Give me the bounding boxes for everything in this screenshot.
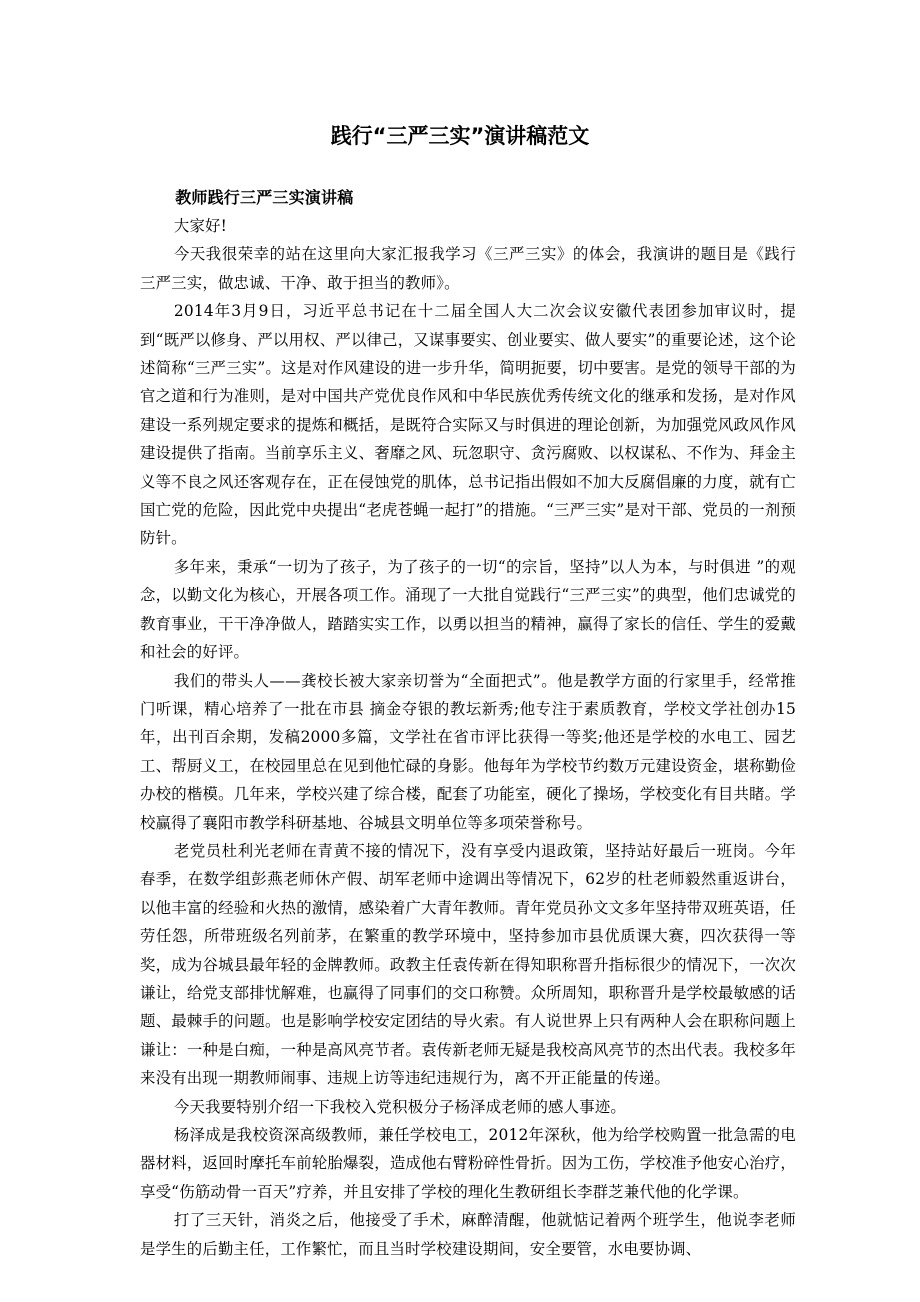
paragraph-background: 2014年3月9日，习近平总书记在十二届全国人大二次会议安徽代表团参加审议时，提到“既严以修身、严以用权、严以律己，又谋事要实、创业要实、做人要实”的重要论述，这个论述简称“三严三实”。这是对作风建设的进一步升华，简明扼要，切中要害。是党的领导干部的为官之道和行为准则，是对中国共产党优良作风和中华民族优秀传统文化的继承和发扬，是对作风建设一系列规定要求的提炼和概括，是既符合实际又与时俱进的理论创新，为加强党风政风作风建设提供了指南。当前享乐主义、奢靡之风、玩忽职守、贪污腐败、以权谋私、不作为、拜金主义等不良之风还客观存在，正在侵蚀党的肌体，总书记指出假如不加大反腐倡廉的力度，就有亡国亡党的危险，因此党中央提出“老虎苍蝇一起打”的措施。“三严三实”是对干部、党员的一剂预防针。 xyxy=(140,302,796,548)
document-subtitle: 教师践行三严三实演讲稿 xyxy=(175,188,354,207)
paragraph-teachers: 老党员杜利光老师在青黄不接的情况下，没有享受内退政策，坚持站好最后一班岗。今年春季，在数学组彭燕老师休产假、胡军老师中途调出等情况下，62岁的杜老师毅然重返讲台，以他丰富的经验和火热的激情，感染着广大青年教师。青年党员孙文文多年坚持带双班英语，任劳任怨，所带班级名列前茅，在繁重的教学环境中，坚持参加市县优质课大赛，四次获得一等奖，成为谷城县最年轻的金牌教师。政教主任袁传新在得知职称晋升指标很少的情况下，一次次谦让，给党支部排忧解难，也赢得了同事们的交口称赞。众所周知，职称晋升是学校最敏感的话题、最棘手的问题。也是影响学校安定团结的导火索。有人说世界上只有两种人会在职称问题上谦让：一种是白痴，一种是高风亮节者。袁传新老师无疑是我校高风亮节的杰出代表。我校多年来没有出现一期教师闹事、违规上访等违纪违规行为，离不开正能量的传递。 xyxy=(140,841,796,1088)
document-body xyxy=(140,184,796,1263)
paragraph-intro: 今天我很荣幸的站在这里向大家汇报我学习《三严三实》的体会，我演讲的题目是《践行三严三实，做忠诚、干净、敢于担当的教师》。 xyxy=(140,245,796,292)
paragraph-principal: 我们的带头人——龚校长被大家亲切誉为“全面把式”。他是教学方面的行家里手，经常推门听课，精心培养了一批在市县 摘金夺银的教坛新秀;他专注于素质教育，学校文学社创办15年，出刊百余期，发稿2000多篇，文学社在省市评比获得一等奖;他还是学校的水电工、园艺工、帮厨义工，在校园里总在见到他忙碌的身影。他每年为学校节约数万元建设资金，堪称勤俭办校的楷模。几年来，学校兴建了综合楼，配套了功能室，硬化了操场，学校变化有目共睹。学校赢得了襄阳市教学科研基地、谷城县文明单位等多项荣誉称号。 xyxy=(140,671,796,832)
paragraph-greeting: 大家好! xyxy=(173,217,228,235)
document-title: 践行“三严三实”演讲稿范文 xyxy=(330,124,590,148)
paragraph-school-tradition: 多年来，秉承“一切为了孩子，为了孩子的一切“的宗旨，坚持”以人为本，与时俱进 ”的观念，以勤文化为核心，开展各项工作。涌现了一大批自觉践行“三严三实”的典型，他们忠诚党的教育事业，干干净净做人，踏踏实实工作，以勇以担当的精神，赢得了家长的信任、学生的爱戴和社会的好评。 xyxy=(140,557,796,662)
paragraph-yang-surgery: 打了三天针，消炎之后，他接受了手术，麻醉清醒，他就惦记着两个班学生，他说李老师是学生的后勤主任，工作繁忙，而且当时学校建设期间，安全要管，水电要协调、 xyxy=(140,1211,796,1258)
paragraph-introduction-yang: 今天我要特别介绍一下我校入党积极分子杨泽成老师的感人事迹。 xyxy=(173,1097,627,1116)
paragraph-yang-story: 杨泽成是我校资深高级教师，兼任学校电工，2012年深秋，他为给学校购置一批急需的电器材料，返回时摩托车前轮胎爆裂，造成他右臂粉碎性骨折。因为工伤，学校准予他安心治疗，享受“伤筋动骨一百天”疗养，并且安排了学校的理化生教研组长李群芝兼代他的化学课。 xyxy=(140,1126,796,1201)
